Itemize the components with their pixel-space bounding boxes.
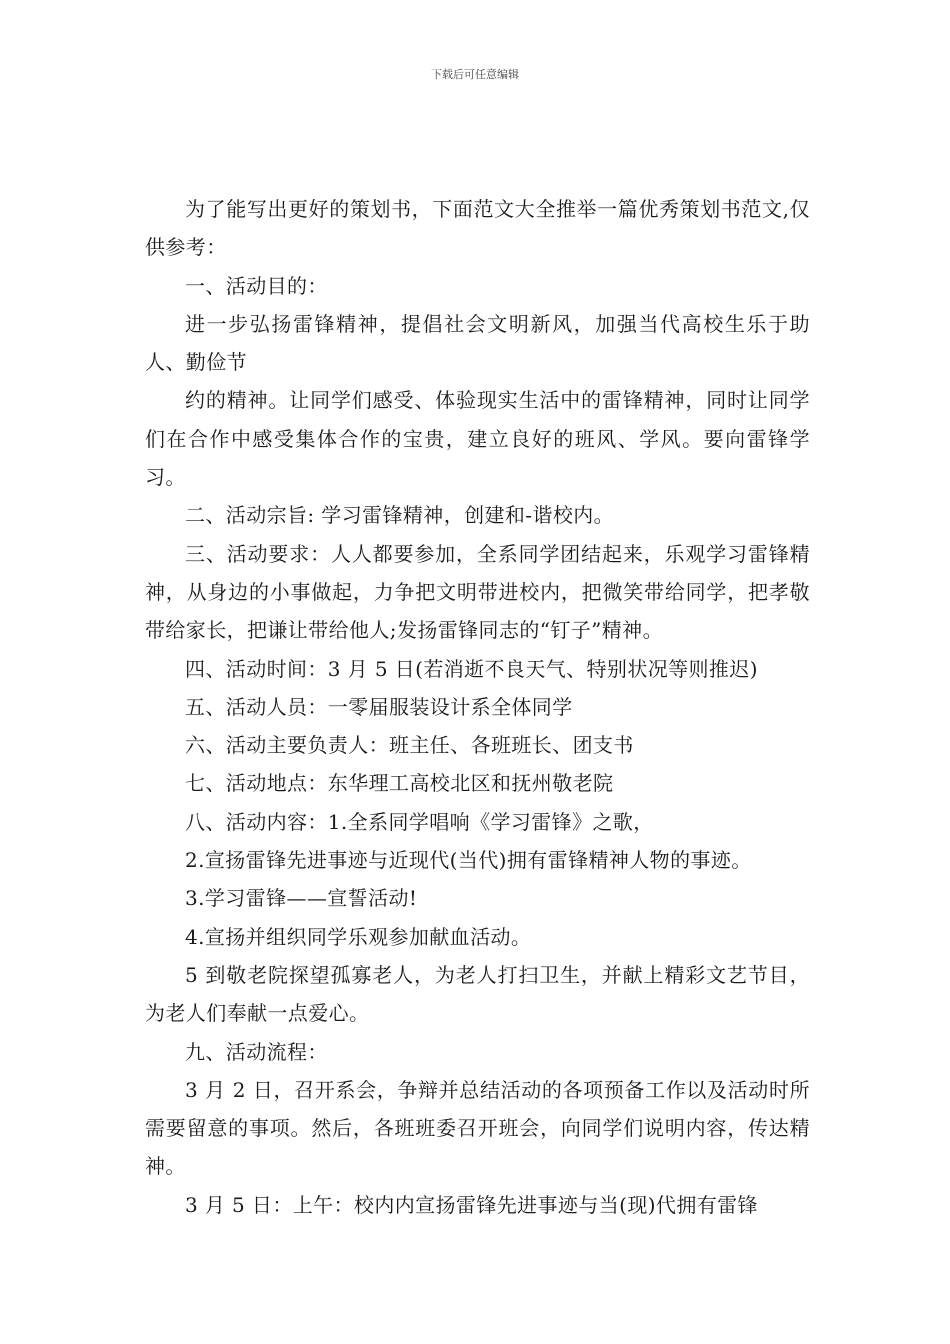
paragraph-purpose-1: 进一步弘扬雷锋精神，提倡社会文明新风，加强当代高校生乐于助人、勤俭节 [145, 311, 810, 375]
paragraph-content-item-5: 5 到敬老院探望孤寡老人，为老人打扫卫生，并献上精彩文艺节目，为老人们奉献一点爱心。 [145, 962, 810, 1026]
page-header-note: 下载后可任意编辑 [431, 68, 519, 81]
paragraph-section-7: 七、活动地点：东华理工高校北区和抚州敬老院 [185, 771, 614, 796]
paragraph-flow-march-2: 3 月 2 日，召开系会，争辩并总结活动的各项预备工作以及活动时所需要留意的事项。然后，各班班委召开班会，向同学们说明内容，传达精神。 [145, 1077, 810, 1179]
paragraph-section-8: 八、活动内容：1.全系同学唱响《学习雷锋》之歌， [185, 809, 654, 834]
paragraph-content-item-3: 3.学习雷锋——宣誓活动! [185, 886, 418, 911]
paragraph-section-4: 四、活动时间：3 月 5 日(若消逝不良天气、特别状况等则推迟) [185, 656, 758, 681]
paragraph-section-3: 三、活动要求：人人都要参加，全系同学团结起来，乐观学习雷锋精神，从身边的小事做起，力争把文明带进校内，把微笑带给同学，把孝敬带给家长，把谦让带给他人;发扬雷锋同志的“钉子”精神。 [145, 541, 810, 643]
paragraph-purpose-2: 约的精神。让同学们感受、体验现实生活中的雷锋精神，同时让同学们在合作中感受集体合作的宝贵，建立良好的班风、学风。要向雷锋学习。 [145, 388, 810, 490]
paragraph-content-item-4: 4.宣扬并组织同学乐观参加献血活动。 [185, 924, 532, 949]
paragraph-section-6: 六、活动主要负责人：班主任、各班班长、团支书 [185, 733, 634, 758]
paragraph-section-5: 五、活动人员：一零届服装设计系全体同学 [185, 694, 573, 719]
paragraph-content-item-2: 2.宣扬雷锋先进事迹与近现代(当代)拥有雷锋精神人物的事迹。 [185, 848, 752, 873]
document-body [145, 190, 810, 1224]
paragraph-section-2: 二、活动宗旨: 学习雷锋精神，创建和-谐校内。 [185, 503, 615, 528]
paragraph-intro: 为了能写出更好的策划书，下面范文大全推举一篇优秀策划书范文,仅供参考： [145, 197, 810, 260]
paragraph-section-1-heading: 一、活动目的： [185, 273, 328, 298]
paragraph-section-9-heading: 九、活动流程： [185, 1039, 328, 1064]
paragraph-flow-march-5: 3 月 5 日：上午：校内内宣扬雷锋先进事迹与当(现)代拥有雷锋 [185, 1192, 758, 1217]
